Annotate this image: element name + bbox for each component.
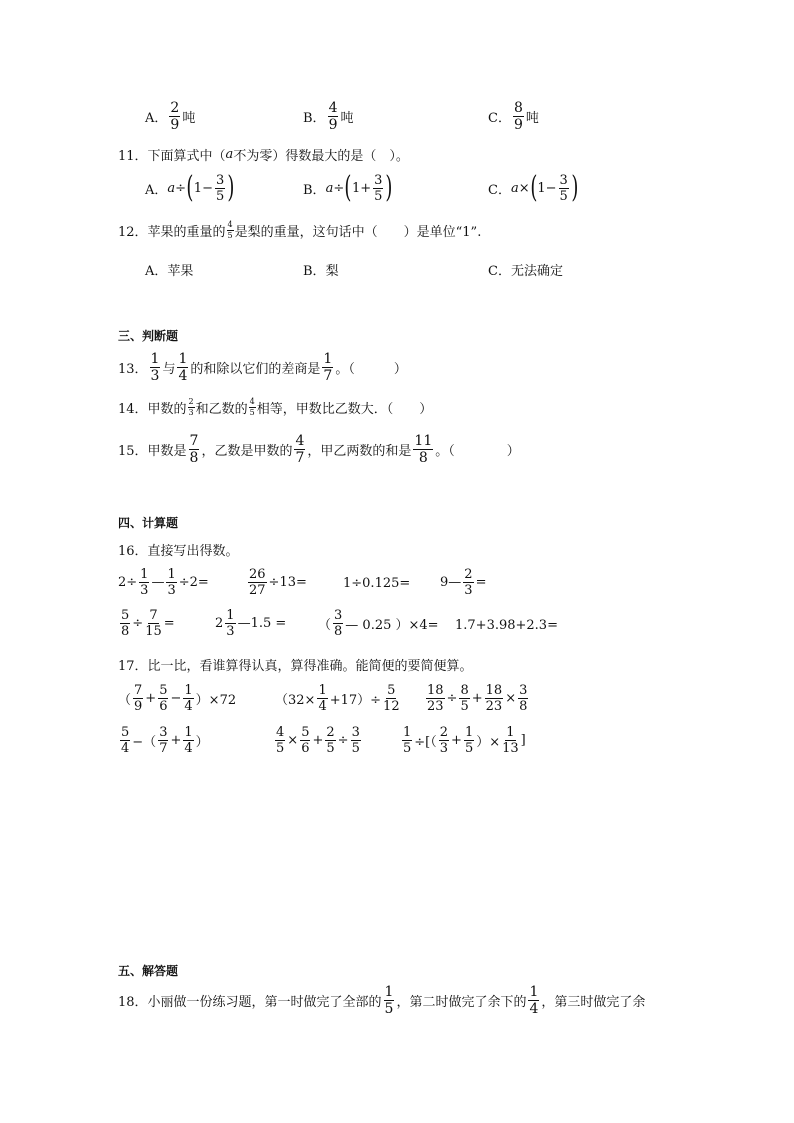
q17-expr-2 bbox=[275, 684, 402, 713]
numerator: 1 bbox=[323, 351, 333, 367]
fraction bbox=[145, 609, 162, 638]
denominator: 4 bbox=[121, 741, 130, 756]
numerator: 7 bbox=[149, 608, 158, 623]
fraction bbox=[559, 174, 569, 203]
expr-text: —1.5 = bbox=[237, 616, 287, 631]
fraction bbox=[317, 684, 327, 713]
whole: 2 bbox=[215, 616, 224, 631]
fraction bbox=[248, 568, 267, 597]
expr-text: （ bbox=[318, 618, 332, 633]
denominator: 15 bbox=[145, 624, 162, 639]
option-text: 无法确定 bbox=[510, 264, 563, 279]
operator: + bbox=[451, 733, 462, 748]
operator: −（ bbox=[132, 735, 157, 750]
q17-expr-4 bbox=[118, 726, 209, 755]
operator: × bbox=[518, 180, 530, 196]
q16-expr-4 bbox=[440, 568, 486, 597]
variable: a bbox=[325, 180, 334, 196]
numerator: 7 bbox=[189, 433, 199, 449]
fraction bbox=[300, 726, 310, 755]
denominator: 7 bbox=[159, 741, 168, 756]
operator: + bbox=[471, 691, 483, 706]
operator: + bbox=[312, 733, 324, 748]
denominator: 5 bbox=[559, 188, 568, 204]
fraction bbox=[166, 568, 176, 597]
denominator: 3 bbox=[150, 368, 160, 384]
numerator: 4 bbox=[295, 433, 305, 449]
q11-option-c bbox=[488, 170, 579, 205]
expr-text: ÷13= bbox=[268, 575, 307, 590]
option-text: 梨 bbox=[325, 264, 339, 279]
numerator: 2 bbox=[439, 725, 449, 740]
numerator: 1 bbox=[184, 725, 193, 740]
unit: 吨 bbox=[340, 111, 354, 126]
fraction bbox=[215, 174, 225, 203]
fraction bbox=[528, 985, 539, 1016]
numerator: 1 bbox=[403, 725, 412, 740]
numerator: 4 bbox=[328, 100, 338, 116]
numerator: 3 bbox=[334, 608, 343, 623]
q12-option-b bbox=[303, 260, 339, 279]
unit: 吨 bbox=[525, 111, 539, 126]
numerator: 2 bbox=[170, 100, 180, 116]
denominator: 3 bbox=[464, 583, 473, 598]
fraction bbox=[333, 609, 343, 638]
operator: + bbox=[170, 733, 182, 748]
fraction bbox=[464, 726, 474, 755]
denominator: 23 bbox=[485, 699, 503, 714]
q16-expr-3: 1÷0.125= bbox=[343, 576, 411, 591]
expr-text: （ bbox=[118, 693, 132, 708]
denominator: 6 bbox=[301, 741, 310, 756]
numerator: 3 bbox=[159, 725, 168, 740]
numerator: 2 bbox=[188, 397, 194, 406]
q17-expr-1 bbox=[118, 684, 236, 713]
denominator: 3 bbox=[167, 583, 176, 598]
numerator: 5 bbox=[159, 683, 168, 698]
denominator: 5 bbox=[276, 741, 285, 756]
denominator: 4 bbox=[178, 368, 188, 384]
fraction bbox=[150, 352, 161, 383]
q18-text: ，第三时做完了余 bbox=[541, 995, 646, 1010]
operator: + bbox=[360, 180, 372, 196]
numerator: 1 bbox=[167, 567, 176, 582]
option-letter: B． bbox=[303, 182, 326, 198]
q11-text-b: 不为零）得数最大的是（ ）。 bbox=[233, 149, 409, 164]
q10-option-c bbox=[488, 101, 539, 132]
denominator: 3 bbox=[439, 741, 449, 756]
option-letter: A． bbox=[145, 182, 168, 198]
numerator: 3 bbox=[559, 172, 568, 188]
expr-text: ）×72 bbox=[195, 693, 237, 708]
q16-expr-1 bbox=[118, 568, 209, 597]
section-5-title: 五、解答题 bbox=[118, 964, 179, 978]
fraction bbox=[133, 684, 143, 713]
q13-text: 。（ ） bbox=[335, 362, 407, 377]
fraction bbox=[120, 726, 130, 755]
operator: ÷ bbox=[333, 180, 345, 196]
option-letter: B． bbox=[303, 111, 326, 126]
fraction bbox=[169, 101, 180, 132]
option-letter: C． bbox=[488, 111, 511, 126]
expr-text: ） bbox=[195, 735, 209, 750]
q16-expr-7 bbox=[318, 609, 439, 638]
q11-variable: a bbox=[225, 147, 234, 162]
numerator: 1 bbox=[226, 608, 235, 623]
fraction bbox=[227, 221, 234, 240]
numerator: 1 bbox=[184, 683, 193, 698]
q11-stem bbox=[118, 145, 409, 164]
fraction bbox=[402, 726, 412, 755]
q11-text-a: 11．下面算式中（ bbox=[118, 149, 226, 164]
fraction bbox=[485, 684, 504, 713]
fraction bbox=[275, 726, 285, 755]
numerator: 4 bbox=[227, 220, 233, 229]
right-paren: ) bbox=[227, 170, 235, 205]
q13-text: 与 bbox=[162, 362, 176, 377]
expr-text: 9— bbox=[440, 575, 462, 590]
denominator: 4 bbox=[529, 1001, 539, 1017]
numerator: 3 bbox=[374, 172, 383, 188]
fraction bbox=[120, 609, 130, 638]
denominator: 8 bbox=[519, 699, 528, 714]
q17-expr-6 bbox=[400, 726, 526, 755]
denominator: 5 bbox=[351, 741, 360, 756]
operator: × bbox=[287, 733, 299, 748]
q11-option-b bbox=[303, 170, 393, 205]
right-paren: ) bbox=[571, 170, 579, 205]
numerator: 8 bbox=[460, 683, 469, 698]
denominator: 5 bbox=[403, 741, 412, 756]
option-letter: A． bbox=[145, 264, 168, 279]
denominator: 3 bbox=[188, 408, 194, 417]
number: 1 bbox=[537, 180, 546, 196]
option-letter: A． bbox=[145, 111, 168, 126]
numerator: 1 bbox=[318, 683, 327, 698]
q12-text-a: 12．苹果的重量的 bbox=[118, 225, 226, 240]
fraction bbox=[439, 726, 449, 755]
denominator: 8 bbox=[418, 450, 428, 466]
number: 1 bbox=[193, 180, 203, 196]
denominator: 5 bbox=[215, 188, 225, 204]
q12-option-c bbox=[488, 260, 563, 279]
operator: ÷ bbox=[175, 180, 187, 196]
numerator: 1 bbox=[506, 725, 515, 740]
left-paren: ( bbox=[186, 170, 194, 205]
numerator: 2 bbox=[464, 567, 473, 582]
q16-expr-6 bbox=[215, 609, 286, 638]
fraction bbox=[373, 174, 383, 203]
q18-text: 18．小丽做一份练习题，第一时做完了全部的 bbox=[118, 995, 382, 1010]
q16-title: 16．直接写出得数。 bbox=[118, 544, 239, 559]
mixed-number bbox=[215, 609, 238, 638]
numerator: 5 bbox=[121, 725, 130, 740]
fraction bbox=[189, 434, 200, 465]
q15-text: 15．甲数是 bbox=[118, 444, 187, 459]
option-letter: C． bbox=[488, 264, 511, 279]
denominator: 5 bbox=[227, 231, 233, 240]
fraction bbox=[322, 352, 333, 383]
q12-option-a bbox=[145, 260, 193, 279]
right-paren: ) bbox=[385, 170, 393, 205]
operator: − bbox=[170, 691, 182, 706]
q17-title: 17．比一比，看谁算得认真，算得准确。能简便的要简便算。 bbox=[118, 659, 473, 674]
fraction bbox=[383, 684, 400, 713]
fraction bbox=[158, 684, 168, 713]
q15-text: ，乙数是甲数的 bbox=[201, 444, 293, 459]
q14-text: 和乙数的 bbox=[195, 402, 248, 417]
fraction bbox=[158, 726, 168, 755]
fraction bbox=[294, 434, 305, 465]
variable: a bbox=[167, 180, 176, 196]
denominator: 4 bbox=[184, 741, 193, 756]
expr-text: ] bbox=[520, 733, 526, 748]
denominator: 23 bbox=[427, 699, 444, 714]
q17-expr-5 bbox=[273, 726, 363, 755]
fraction bbox=[328, 101, 339, 132]
operator: ÷ bbox=[337, 733, 349, 748]
operator: — bbox=[151, 575, 165, 590]
denominator: 9 bbox=[170, 117, 180, 133]
numerator: 2 bbox=[326, 725, 335, 740]
denominator: 9 bbox=[134, 699, 143, 714]
denominator: 3 bbox=[140, 583, 149, 598]
left-paren: ( bbox=[344, 170, 352, 205]
q16-expr-2 bbox=[246, 568, 307, 597]
denominator: 8 bbox=[189, 450, 199, 466]
q16-expr-5 bbox=[118, 609, 175, 638]
numerator: 3 bbox=[351, 725, 360, 740]
operator: − bbox=[545, 180, 557, 196]
denominator: 3 bbox=[226, 624, 235, 639]
q13 bbox=[118, 352, 407, 383]
fraction bbox=[513, 101, 524, 132]
q11-option-a bbox=[145, 170, 235, 205]
fraction bbox=[225, 609, 235, 638]
denominator: 8 bbox=[121, 624, 130, 639]
numerator: 1 bbox=[178, 351, 188, 367]
left-paren: ( bbox=[529, 170, 537, 205]
q12-text-b: 是梨的重量，这句话中（ ）是单位“1”. bbox=[234, 225, 482, 240]
fraction bbox=[384, 985, 395, 1016]
operator: × bbox=[505, 691, 517, 706]
denominator: 5 bbox=[374, 188, 383, 204]
section-3-title: 三、判断题 bbox=[118, 329, 179, 343]
denominator: 27 bbox=[249, 583, 266, 598]
expr-text: +17）÷ bbox=[329, 693, 382, 708]
fraction bbox=[459, 684, 469, 713]
numerator: 3 bbox=[215, 172, 225, 188]
expr-text: （32× bbox=[275, 693, 316, 708]
q15-text: ，甲乙两数的和是 bbox=[307, 444, 412, 459]
q15 bbox=[118, 434, 520, 465]
numerator: 1 bbox=[384, 984, 394, 1000]
variable: a bbox=[510, 180, 519, 196]
fraction bbox=[325, 726, 335, 755]
numerator: 1 bbox=[140, 567, 149, 582]
fraction bbox=[177, 352, 188, 383]
denominator: 5 bbox=[384, 1001, 394, 1017]
numerator: 5 bbox=[121, 608, 130, 623]
denominator: 5 bbox=[460, 699, 469, 714]
denominator: 9 bbox=[513, 117, 523, 133]
expr-text: = bbox=[163, 616, 175, 631]
option-letter: B． bbox=[303, 264, 326, 279]
fraction bbox=[183, 726, 193, 755]
denominator: 5 bbox=[249, 408, 255, 417]
option-letter: C． bbox=[488, 182, 511, 198]
fraction bbox=[426, 684, 445, 713]
numerator: 11 bbox=[414, 433, 433, 449]
fraction bbox=[351, 726, 361, 755]
numerator: 1 bbox=[529, 984, 539, 1000]
q14-text: 14．甲数的 bbox=[118, 402, 187, 417]
operator: ）× bbox=[476, 735, 501, 750]
denominator: 8 bbox=[334, 624, 343, 639]
expr-text: 2÷ bbox=[118, 575, 138, 590]
fraction bbox=[413, 434, 433, 465]
operator: ÷ bbox=[446, 691, 458, 706]
operator: ÷[（ bbox=[414, 735, 437, 750]
expr-text: — 0.25 ）×4= bbox=[345, 618, 439, 633]
numerator: 4 bbox=[276, 725, 285, 740]
q13-prefix: 13． bbox=[118, 362, 148, 377]
expr-text: = bbox=[475, 575, 487, 590]
numerator: 1 bbox=[464, 725, 474, 740]
numerator: 1 bbox=[150, 351, 160, 367]
q14 bbox=[118, 398, 432, 417]
fraction bbox=[188, 398, 195, 417]
q15-text: 。（ ） bbox=[435, 444, 520, 459]
q13-text: 的和除以它们的差商是 bbox=[190, 362, 321, 377]
numerator: 5 bbox=[387, 683, 396, 698]
q16-expr-8: 1.7+3.98+2.3= bbox=[455, 618, 558, 633]
q12-stem bbox=[118, 221, 481, 240]
q10-option-b bbox=[303, 101, 354, 132]
number: 1 bbox=[351, 180, 361, 196]
numerator: 3 bbox=[519, 683, 528, 698]
fraction bbox=[502, 726, 519, 755]
numerator: 8 bbox=[513, 100, 523, 116]
expr-text: ÷2= bbox=[178, 575, 209, 590]
q14-text: 相等，甲数比乙数大．（ ） bbox=[256, 402, 433, 417]
numerator: 18 bbox=[427, 683, 444, 698]
numerator: 18 bbox=[485, 683, 503, 698]
fraction bbox=[463, 568, 473, 597]
unit: 吨 bbox=[182, 111, 196, 126]
numerator: 7 bbox=[134, 683, 143, 698]
fraction bbox=[139, 568, 149, 597]
section-4-title: 四、计算题 bbox=[118, 516, 179, 530]
q10-option-a bbox=[145, 101, 195, 132]
q18-text: ，第二时做完了余下的 bbox=[396, 995, 527, 1010]
denominator: 13 bbox=[502, 741, 519, 756]
denominator: 5 bbox=[326, 741, 335, 756]
denominator: 4 bbox=[318, 699, 327, 714]
operator: + bbox=[145, 691, 157, 706]
denominator: 6 bbox=[159, 699, 168, 714]
operator: ÷ bbox=[132, 616, 144, 631]
denominator: 7 bbox=[295, 450, 305, 466]
option-text: 苹果 bbox=[167, 264, 194, 279]
operator: − bbox=[202, 180, 213, 196]
fraction bbox=[249, 398, 256, 417]
denominator: 9 bbox=[328, 117, 338, 133]
q17-expr-3 bbox=[424, 684, 530, 713]
denominator: 12 bbox=[383, 699, 400, 714]
numerator: 4 bbox=[249, 397, 255, 406]
denominator: 7 bbox=[323, 368, 333, 384]
fraction bbox=[183, 684, 193, 713]
fraction bbox=[518, 684, 528, 713]
q18 bbox=[118, 985, 645, 1016]
numerator: 5 bbox=[301, 725, 310, 740]
denominator: 5 bbox=[464, 741, 474, 756]
numerator: 26 bbox=[249, 567, 266, 582]
denominator: 4 bbox=[184, 699, 193, 714]
